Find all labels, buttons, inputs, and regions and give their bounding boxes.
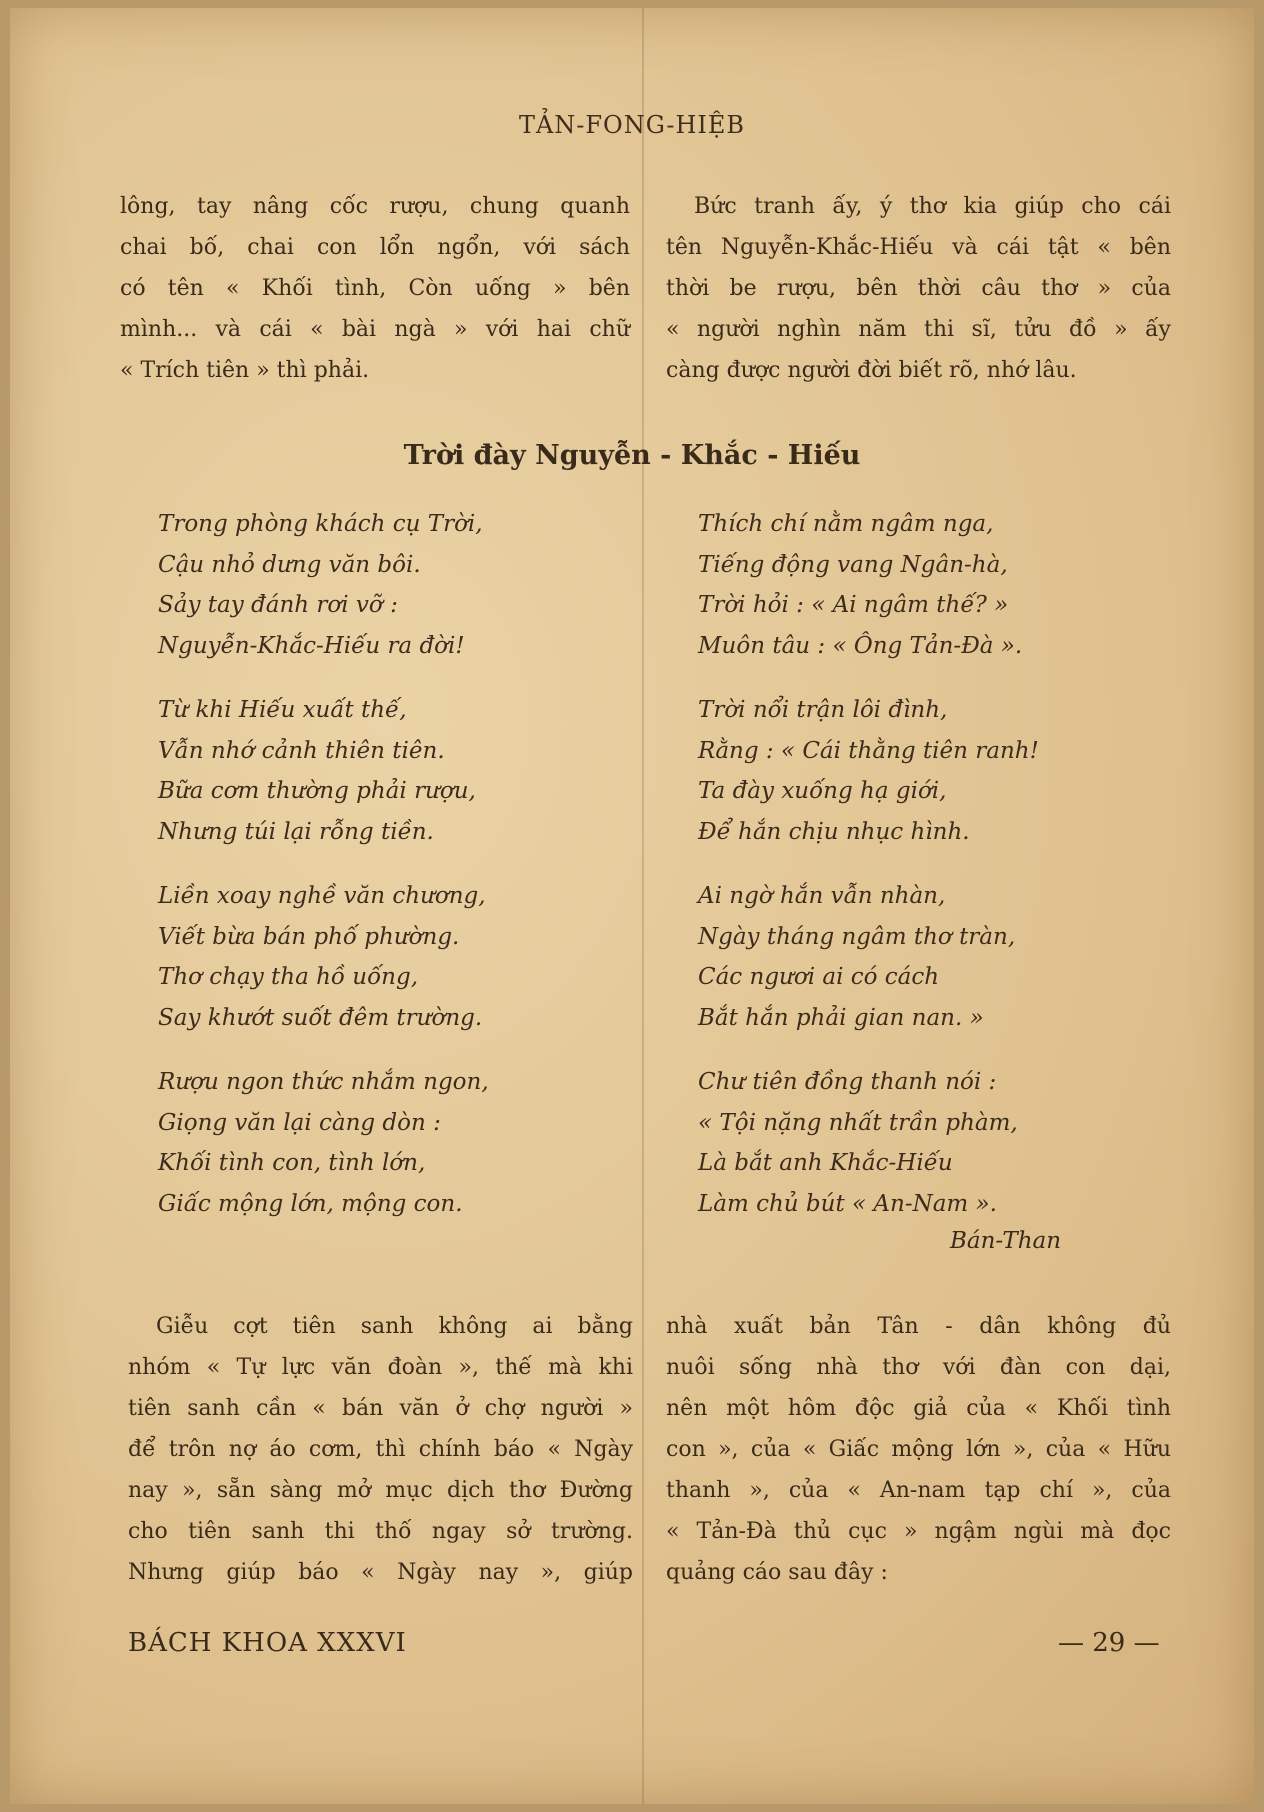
verse-line: Cậu nhỏ dưng văn bôi.: [158, 551, 421, 578]
verse-line: Ta đày xuống hạ giới,: [698, 778, 947, 804]
text-line: « Trích tiên » thì phải.: [120, 358, 370, 383]
verse-line: Nguyễn-Khắc-Hiếu ra đời!: [158, 632, 465, 659]
bottom-right-paragraph: [666, 1306, 1171, 1593]
verse-line: Say khướt suốt đêm trường.: [158, 1004, 483, 1031]
text-line: « Tản-Đà thủ cục » ngậm ngùi mà đọc: [666, 1519, 1171, 1544]
text-line: để trôn nợ áo cơm, thì chính báo « Ngày: [128, 1437, 633, 1462]
text-line: thời be rượu, bên thời câu thơ » của: [666, 276, 1171, 301]
text-line: tiên sanh cần « bán văn ở chợ người »: [128, 1396, 633, 1421]
text-line: Giễu cợt tiên sanh không ai bằng: [156, 1314, 633, 1339]
verse-line: Rượu ngon thức nhắm ngon,: [158, 1069, 489, 1095]
verse-line: Bữa cơm thường phải rượu,: [158, 778, 476, 804]
verse-line: Ai ngờ hắn vẫn nhàn,: [698, 883, 946, 909]
text-line: chai bố, chai con lổn ngổn, với sách: [120, 235, 630, 260]
text-line: thanh », của « An-nam tạp chí », của: [666, 1478, 1171, 1503]
verse-line: Nhưng túi lại rỗng tiền.: [158, 818, 434, 845]
text-line: nhà xuất bản Tân - dân không đủ: [666, 1314, 1171, 1339]
text-line: càng được người đời biết rõ, nhớ lâu.: [666, 358, 1077, 383]
verse-line: Các ngươi ai có cách: [698, 964, 940, 990]
verse-line: Sảy tay đánh rơi vỡ :: [158, 592, 398, 618]
verse-line: Thơ chạy tha hồ uống,: [158, 964, 419, 990]
text-line: nên một hôm độc giả của « Khối tình: [666, 1396, 1171, 1421]
verse-line: « Tội nặng nhất trần phàm,: [698, 1109, 1018, 1136]
text-line: tên Nguyễn-Khắc-Hiếu và cái tật « bên: [666, 235, 1171, 260]
poem-signature: Bán-Than: [950, 1228, 1062, 1254]
text-line: có tên « Khối tình, Còn uống » bên: [120, 276, 630, 301]
verse-line: Giấc mộng lớn, mộng con.: [158, 1190, 463, 1217]
bottom-left-paragraph: [128, 1306, 633, 1593]
poem-left-column: [158, 504, 618, 1248]
verse-line: Làm chủ bút « An-Nam ».: [698, 1190, 997, 1217]
stanza: [158, 504, 618, 666]
verse-line: Từ khi Hiếu xuất thế,: [158, 697, 407, 723]
poem-right-column: [698, 504, 1158, 1248]
verse-line: Tiếng động vang Ngân-hà,: [698, 551, 1008, 578]
text-line: cho tiên sanh thi thố ngay sở trường.: [128, 1519, 633, 1544]
top-left-paragraph: [120, 186, 630, 391]
page-fold: [642, 8, 644, 1804]
verse-line: Ngày tháng ngâm thơ tràn,: [698, 923, 1016, 950]
verse-line: Viết bừa bán phố phường.: [158, 923, 460, 950]
verse-line: Giọng văn lại càng dòn :: [158, 1109, 441, 1136]
text-line: Bức tranh ấy, ý thơ kia giúp cho cái: [694, 194, 1171, 219]
stanza: [158, 690, 618, 852]
verse-line: Vẫn nhớ cảnh thiên tiên.: [158, 737, 445, 764]
running-header: TẢN-FONG-HIỆB: [518, 111, 746, 139]
page-number: — 29 —: [1058, 1628, 1160, 1658]
magazine-footer: BÁCH KHOA XXXVI: [128, 1628, 407, 1658]
text-line: con », của « Giấc mộng lớn », của « Hữu: [666, 1437, 1171, 1462]
stanza: [158, 876, 618, 1038]
verse-line: Trong phòng khách cụ Trời,: [158, 511, 483, 537]
top-right-paragraph: [666, 186, 1171, 391]
verse-line: Muôn tâu : « Ông Tản-Đà ».: [698, 632, 1023, 659]
verse-line: Thích chí nằm ngâm nga,: [698, 511, 994, 537]
verse-line: Chư tiên đồng thanh nói :: [698, 1069, 997, 1095]
verse-line: Rằng : « Cái thằng tiên ranh!: [698, 737, 1039, 764]
text-line: lông, tay nâng cốc rượu, chung quanh: [120, 194, 630, 219]
verse-line: Bắt hắn phải gian nan. »: [698, 1004, 984, 1031]
poem-title: Trời đày Nguyễn - Khắc - Hiếu: [403, 440, 861, 471]
stanza: [158, 1062, 618, 1224]
verse-line: Liền xoay nghề văn chương,: [158, 883, 486, 909]
stanza: [698, 876, 1158, 1038]
text-line: mình... và cái « bài ngà » với hai chữ: [120, 317, 630, 342]
stanza: [698, 1062, 1158, 1224]
verse-line: Trời hỏi : « Ai ngâm thế? »: [698, 592, 1009, 618]
stanza: [698, 504, 1158, 666]
text-line: Nhưng giúp báo « Ngày nay », giúp: [128, 1560, 633, 1585]
text-line: quảng cáo sau đây :: [666, 1560, 888, 1585]
text-line: nhóm « Tự lực văn đoàn », thế mà khi: [128, 1355, 633, 1380]
text-line: nay », sẵn sàng mở mục dịch thơ Đường: [128, 1478, 633, 1503]
text-line: nuôi sống nhà thơ với đàn con dại,: [666, 1355, 1171, 1380]
verse-line: Khối tình con, tình lớn,: [158, 1150, 426, 1176]
verse-line: Trời nổi trận lôi đình,: [698, 697, 948, 723]
verse-line: Là bắt anh Khắc-Hiếu: [698, 1150, 953, 1176]
verse-line: Để hắn chịu nhục hình.: [698, 818, 970, 845]
stanza: [698, 690, 1158, 852]
magazine-page: [10, 8, 1254, 1804]
text-line: « người nghìn năm thi sĩ, tửu đồ » ấy: [666, 317, 1171, 342]
